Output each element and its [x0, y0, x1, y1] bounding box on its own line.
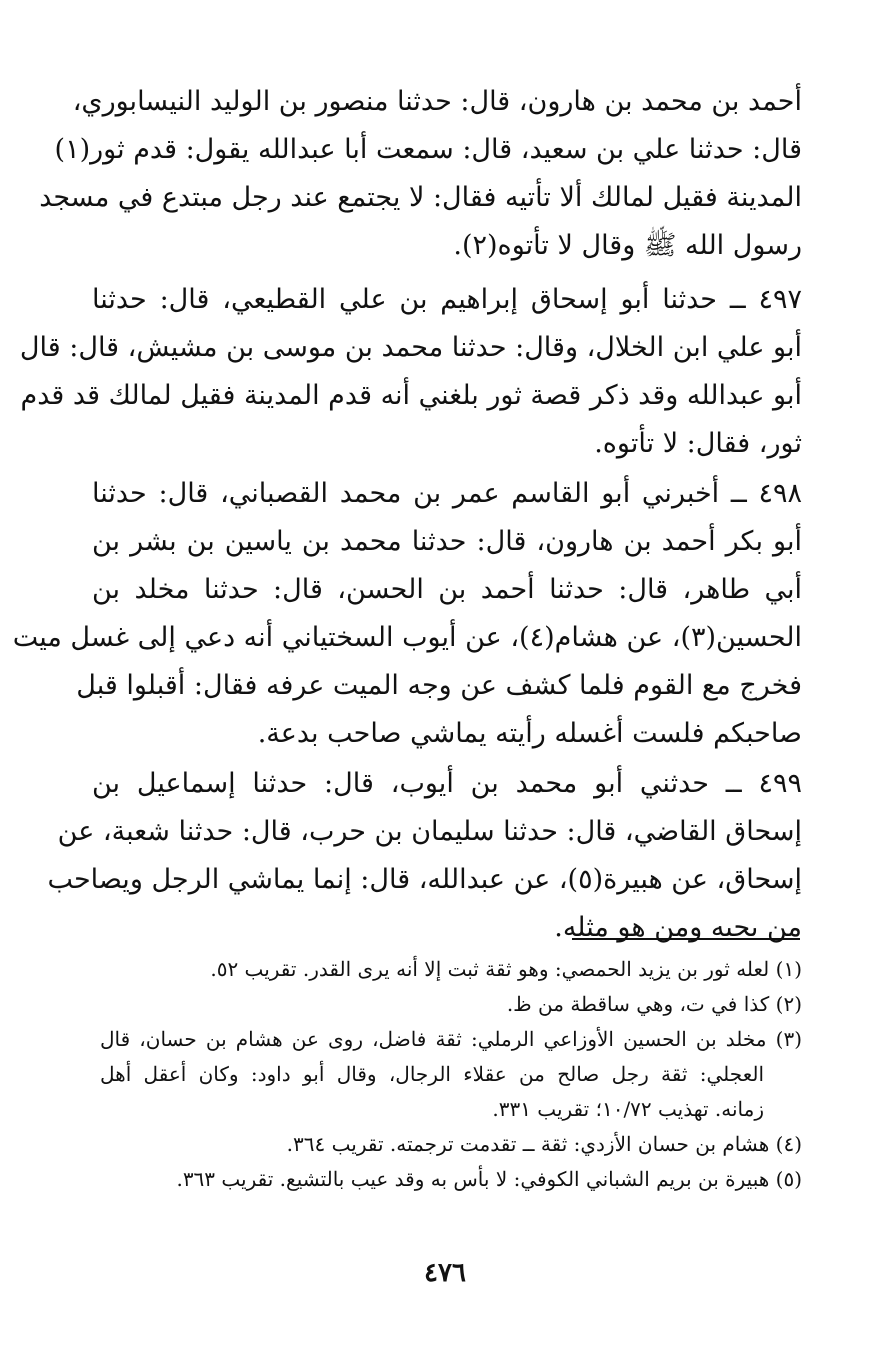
text-line: أبو بكر أحمد بن هارون، قال: حدثنا محمد بن ياسين بن بشر بن [92, 526, 802, 557]
text-line: صاحبكم فلست أغسله رأيته يماشي صاحب بدعة. [257, 718, 802, 749]
footnote-3: (٣) مخلد بن الحسين الأوزاعي الرملي: ثقة فاضل، روى عن هشام بن حسان، قال [100, 1027, 802, 1051]
text-line: المدينة فقيل لمالك ألا تأتيه فقال: لا يجتمع عند رجل مبتدع في مسجد [39, 182, 802, 213]
text-line: أحمد بن محمد بن هارون، قال: حدثنا منصور بن الوليد النيسابوري، [72, 86, 802, 117]
paragraph-497 [19, 276, 802, 468]
text-line: ثور، فقال: لا تأتوه. [594, 428, 802, 459]
main-text [12, 78, 802, 954]
text-line: أبي طاهر، قال: حدثنا أحمد بن الحسن، قال: حدثنا مخلد بن [92, 574, 802, 605]
text-line: رسول الله ﷺ وقال لا تأتوه(٢). [453, 230, 802, 261]
text-line: إسحاق القاضي، قال: حدثنا سليمان بن حرب، قال: حدثنا شعبة، عن [57, 816, 802, 847]
footnote-1: (١) لعله ثور بن يزيد الحمصي: وهو ثقة ثبت إلا أنه يرى القدر. تقريب ٥٢. [210, 957, 802, 981]
footnote-3-continuation: زمانه. تهذيب ١٠/٧٢؛ تقريب ٣٣١. [492, 1097, 764, 1121]
footnote-separator [572, 938, 800, 940]
text-line: ٤٩٩ ــ حدثني أبو محمد بن أيوب، قال: حدثنا إسماعيل بن [92, 768, 802, 799]
paragraph-499 [47, 760, 802, 952]
footnote-3-continuation: العجلي: ثقة رجل صالح من عقلاء الرجال، وقال أبو داود: وكان أعقل أهل [100, 1062, 764, 1086]
paragraph-continuation [39, 78, 802, 270]
paragraph-498 [12, 470, 802, 758]
text-line: من يحبه ومن هو مثله. [554, 912, 802, 943]
footnote-4: (٤) هشام بن حسان الأزدي: ثقة ــ تقدمت ترجمته. تقريب ٣٦٤. [286, 1132, 802, 1156]
text-line: ٤٩٧ ــ حدثنا أبو إسحاق إبراهيم بن علي القطيعي، قال: حدثنا [92, 284, 802, 315]
text-line: ٤٩٨ ــ أخبرني أبو القاسم عمر بن محمد القصباني، قال: حدثنا [92, 478, 802, 509]
text-line: الحسين(٣)، عن هشام(٤)، عن أيوب السختياني أنه دعي إلى غسل ميت [12, 622, 802, 653]
text-line: فخرج مع القوم فلما كشف عن وجه الميت عرفه فقال: أقبلوا قبل [76, 670, 802, 701]
footnote-5: (٥) هبيرة بن بريم الشباني الكوفي: لا بأس به وقد عيب بالتشيع. تقريب ٣٦٣. [176, 1167, 802, 1191]
text-line: أبو عبدالله وقد ذكر قصة ثور بلغني أنه قدم المدينة فقيل لمالك قد قدم [20, 380, 802, 411]
text-line: قال: حدثنا علي بن سعيد، قال: سمعت أبا عبدالله يقول: قدم ثور(١) [54, 134, 802, 165]
text-line: أبو علي ابن الخلال، وقال: حدثنا محمد بن موسى بن مشيش، قال: قال [19, 332, 802, 363]
page-number: ٤٧٦ [424, 1258, 466, 1288]
text-line: إسحاق، عن هبيرة(٥)، عن عبدالله، قال: إنما يماشي الرجل ويصاحب [47, 864, 802, 895]
footnote-2: (٢) كذا في ت، وهي ساقطة من ظ. [506, 992, 802, 1016]
footnotes [100, 952, 802, 1197]
